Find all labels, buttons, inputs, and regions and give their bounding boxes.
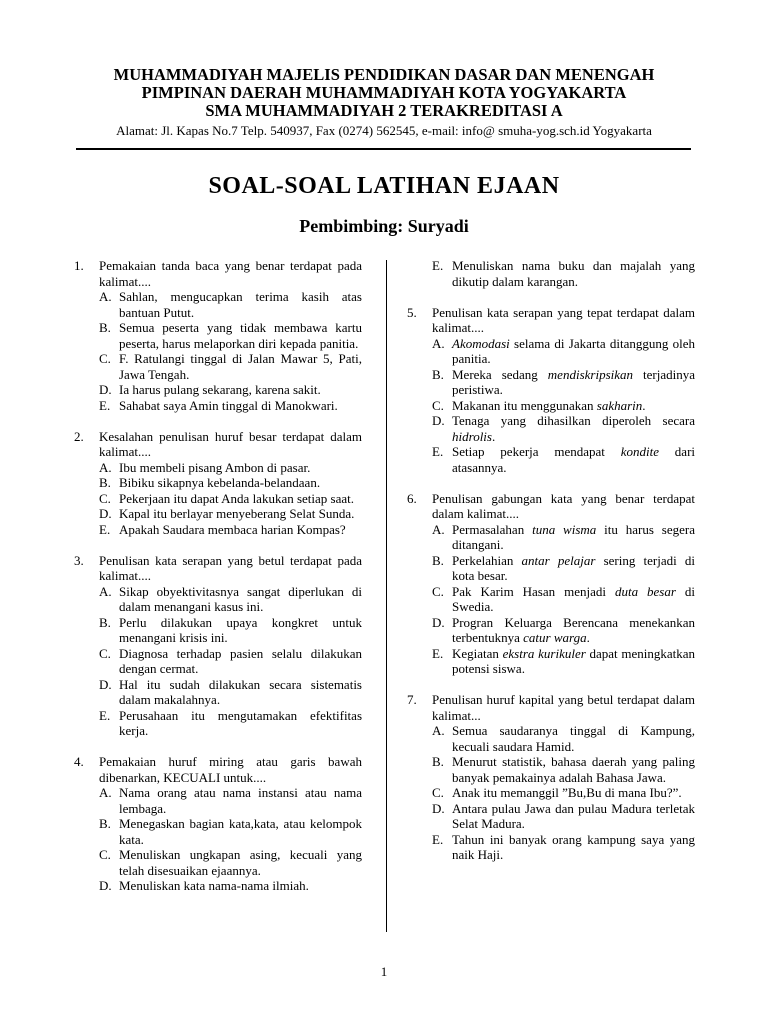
option-letter: E. (432, 645, 444, 661)
option-letter: A. (432, 521, 445, 537)
page-subtitle: Pembimbing: Suryadi (299, 216, 469, 236)
italic-term: sakharin (596, 397, 643, 413)
option-letter: D. (99, 676, 112, 692)
option-text: Pekerjaan itu dapat Anda lakukan setiap saat. (119, 490, 355, 506)
option-letter: E. (99, 707, 111, 723)
option-letter: C. (99, 645, 111, 661)
option-d (432, 801, 695, 832)
left-column (74, 258, 362, 909)
option-text: Tenaga yang dihasilkan diperoleh secara hidrolis. (452, 413, 695, 444)
option-d (99, 878, 362, 894)
option-text: Perlu dilakukan upaya kongkret untuk menangani krisis ini. (119, 614, 362, 645)
option-text: Akomodasi selama di Jakarta ditanggung oleh panitia. (452, 335, 695, 366)
option-e (99, 522, 362, 538)
option-text: Kapal itu berlayar menyeberang Selat Sunda. (119, 506, 355, 521)
option-d (99, 382, 362, 398)
option-text: Ia harus pulang sekarang, karena sakit. (119, 382, 321, 397)
option-e (99, 708, 362, 739)
option-letter: C. (432, 583, 444, 599)
option-e (432, 646, 695, 677)
option-b (99, 475, 362, 491)
option-d (99, 506, 362, 522)
letterhead (70, 66, 698, 139)
option-letter: A. (432, 723, 445, 738)
option-letter: C. (99, 847, 111, 862)
option-a (99, 785, 362, 816)
italic-term: antar pelajar (521, 552, 596, 568)
option-letter: A. (99, 289, 112, 304)
option-text: Kegiatan ekstra kurikuler dapat meningkatkan potensi siswa. (452, 645, 696, 676)
option-text: Progran Keluarga Berencana menekankan terbentuknya catur warga. (452, 614, 695, 645)
question-number: 1. (74, 258, 84, 273)
italic-term: ekstra kurikuler (502, 645, 586, 661)
option-text: Sahabat saya Amin tinggal di Manokwari. (119, 397, 338, 413)
option-b (432, 553, 695, 584)
question-6 (407, 491, 695, 677)
option-e (432, 832, 695, 863)
option-a (432, 336, 695, 367)
option-text: Semua peserta yang tidak membawa kartu peserta, harus melaporkan diri kepada panitia. (119, 320, 362, 351)
option-text: Tahun ini banyak orang kampung saya yang naik Haji. (452, 831, 695, 862)
option-a (99, 289, 362, 320)
question-2 (74, 429, 362, 538)
option-letter: E. (432, 444, 444, 459)
option-letter: D. (99, 382, 112, 397)
question-text: Penulisan kata serapan yang betul terdapat pada kalimat.... (99, 552, 362, 583)
option-text: Menurut statistik, bahasa daerah yang paling banyak pemakainya adalah Bahasa Jawa. (452, 754, 695, 785)
option-letter: D. (99, 878, 112, 893)
option-letter: E. (432, 258, 444, 273)
option-b (99, 816, 362, 847)
option-text: Ibu membeli pisang Ambon di pasar. (119, 459, 311, 475)
option-text: Perkelahian antar pelajar sering terjadi di kota besar. (452, 552, 695, 583)
option-letter: C. (432, 397, 444, 413)
question-number: 2. (74, 428, 84, 444)
option-letter: A. (99, 785, 112, 800)
header-line-1: MUHAMMADIYAH MAJELIS PENDIDIKAN DASAR DAN MENENGAH (113, 65, 655, 84)
question-7 (407, 692, 695, 863)
option-letter: B. (99, 816, 111, 831)
question-text: Kesalahan penulisan huruf besar terdapat dalam kalimat.... (99, 428, 362, 459)
option-letter: B. (99, 320, 111, 335)
question-text: Penulisan huruf kapital yang betul terdapat dalam kalimat... (432, 692, 695, 723)
question-text: Pemakaian huruf miring atau garis bawah dibenarkan, KECUALI untuk.... (99, 754, 362, 785)
option-a (432, 522, 695, 553)
option-letter: A. (432, 335, 445, 351)
question-4 (74, 754, 362, 894)
italic-term: catur warga (523, 630, 587, 645)
option-c (99, 646, 362, 677)
question-text: Penulisan gabungan kata yang benar terdapat dalam kalimat.... (432, 490, 695, 521)
option-letter: C. (99, 490, 111, 506)
option-letter: D. (99, 506, 112, 521)
option-b (432, 754, 695, 785)
option-e (432, 444, 695, 475)
option-letter: E. (432, 831, 444, 847)
question-4-continued (407, 258, 695, 289)
option-text: Hal itu sudah dilakukan secara sistematis dalam makalahnya. (119, 676, 362, 707)
question-3 (74, 553, 362, 739)
option-text: Menuliskan nama buku dan majalah yang dikutip dalam karangan. (452, 258, 695, 289)
option-letter: D. (432, 413, 445, 428)
italic-term: tuna wisma (532, 521, 597, 537)
option-text: Setiap pekerja mendapat kondite dari atasannya. (452, 444, 696, 475)
option-c (99, 847, 362, 878)
option-b (99, 615, 362, 646)
option-text: Antara pulau Jawa dan pulau Madura terletak Selat Madura. (452, 800, 695, 831)
option-letter: A. (99, 583, 112, 599)
right-column (407, 258, 695, 878)
option-text: Apakah Saudara membaca harian Kompas? (119, 521, 346, 537)
column-divider (386, 260, 387, 932)
question-number: 6. (407, 490, 417, 506)
italic-term: hidrolis (452, 428, 492, 444)
option-a (432, 723, 695, 754)
question-text: Penulisan kata serapan yang tepat terdapat dalam kalimat.... (432, 304, 695, 335)
option-text: Nama orang atau nama instansi atau nama lembaga. (119, 785, 362, 816)
question-number: 4. (74, 754, 84, 769)
option-c (99, 351, 362, 382)
question-text: Pemakaian tanda baca yang benar terdapat pada kalimat.... (99, 258, 362, 289)
option-d (432, 413, 695, 444)
italic-term: kondite (620, 444, 659, 459)
option-letter: D. (432, 614, 445, 630)
option-text: Mereka sedang mendiskripsikan terjadinya peristiwa. (452, 366, 695, 397)
option-b (432, 367, 695, 398)
question-number: 3. (74, 552, 84, 568)
option-text: Diagnosa terhadap pasien selalu dilakukan dengan cermat. (119, 645, 362, 676)
option-text: F. Ratulangi tinggal di Jalan Mawar 5, Pati, Jawa Tengah. (119, 351, 362, 382)
option-a (99, 584, 362, 615)
header-address: Alamat: Jl. Kapas No.7 Telp. 540937, Fax (0274) 562545, e-mail: info@ smuha-yog.sch.id Yogyakarta (116, 123, 652, 138)
question-1 (74, 258, 362, 413)
italic-term: mendiskripsikan (547, 366, 634, 382)
option-text: Menuliskan kata nama-nama ilmiah. (119, 878, 309, 893)
question-number: 7. (407, 692, 417, 707)
option-letter: B. (99, 475, 111, 490)
option-text: Makanan itu menggunakan sakharin. (452, 397, 646, 413)
question-number: 5. (407, 304, 417, 320)
italic-term: Akomodasi (452, 335, 510, 351)
option-letter: B. (432, 366, 444, 382)
option-text: Sahlan, mengucapkan terima kasih atas bantuan Putut. (119, 289, 362, 320)
option-letter: E. (99, 397, 111, 413)
option-letter: B. (432, 552, 444, 568)
question-5 (407, 305, 695, 476)
option-text: Bibiku sikapnya kebelanda-belandaan. (119, 475, 321, 490)
option-c (432, 398, 695, 414)
option-letter: A. (99, 459, 112, 475)
option-c (432, 584, 695, 615)
header-line-2: PIMPINAN DAERAH MUHAMMADIYAH KOTA YOGYAKARTA (141, 83, 627, 102)
option-letter: D. (432, 800, 445, 816)
option-e (99, 398, 362, 414)
option-d (432, 615, 695, 646)
header-line-3: SMA MUHAMMADIYAH 2 TERAKREDITASI A (205, 101, 563, 120)
option-text: Perusahaan itu mengutamakan efektifitas kerja. (119, 707, 362, 738)
page-number: 1 (380, 964, 388, 979)
option-text: Semua saudaranya tinggal di Kampung, kecuali saudara Hamid. (452, 723, 695, 754)
option-c (99, 491, 362, 507)
option-d (99, 677, 362, 708)
italic-term: duta besar (614, 583, 676, 599)
option-text: Permasalahan tuna wisma itu harus segera ditangani. (452, 521, 695, 552)
option-text: Pak Karim Hasan menjadi duta besar di Swedia. (452, 583, 695, 614)
option-b (99, 320, 362, 351)
option-text: Menegaskan bagian kata,kata, atau kelompok kata. (119, 816, 362, 847)
option-letter: C. (99, 351, 111, 366)
option-text: Menuliskan ungkapan asing, kecuali yang telah disesuaikan ejaannya. (119, 847, 362, 878)
header-divider (76, 148, 691, 150)
option-a (99, 460, 362, 476)
option-letter: E. (99, 521, 111, 537)
option-c (432, 785, 695, 801)
option-letter: B. (99, 614, 111, 630)
option-letter: C. (432, 785, 444, 800)
option-text: Sikap obyektivitasnya sangat diperlukan di dalam menangani kasus ini. (119, 583, 362, 614)
page-title: SOAL-SOAL LATIHAN EJAAN (208, 173, 560, 199)
option-text: Anak itu memanggil ”Bu,Bu di mana Ibu?”. (452, 785, 682, 800)
option-letter: B. (432, 754, 444, 769)
option-e (432, 258, 695, 289)
